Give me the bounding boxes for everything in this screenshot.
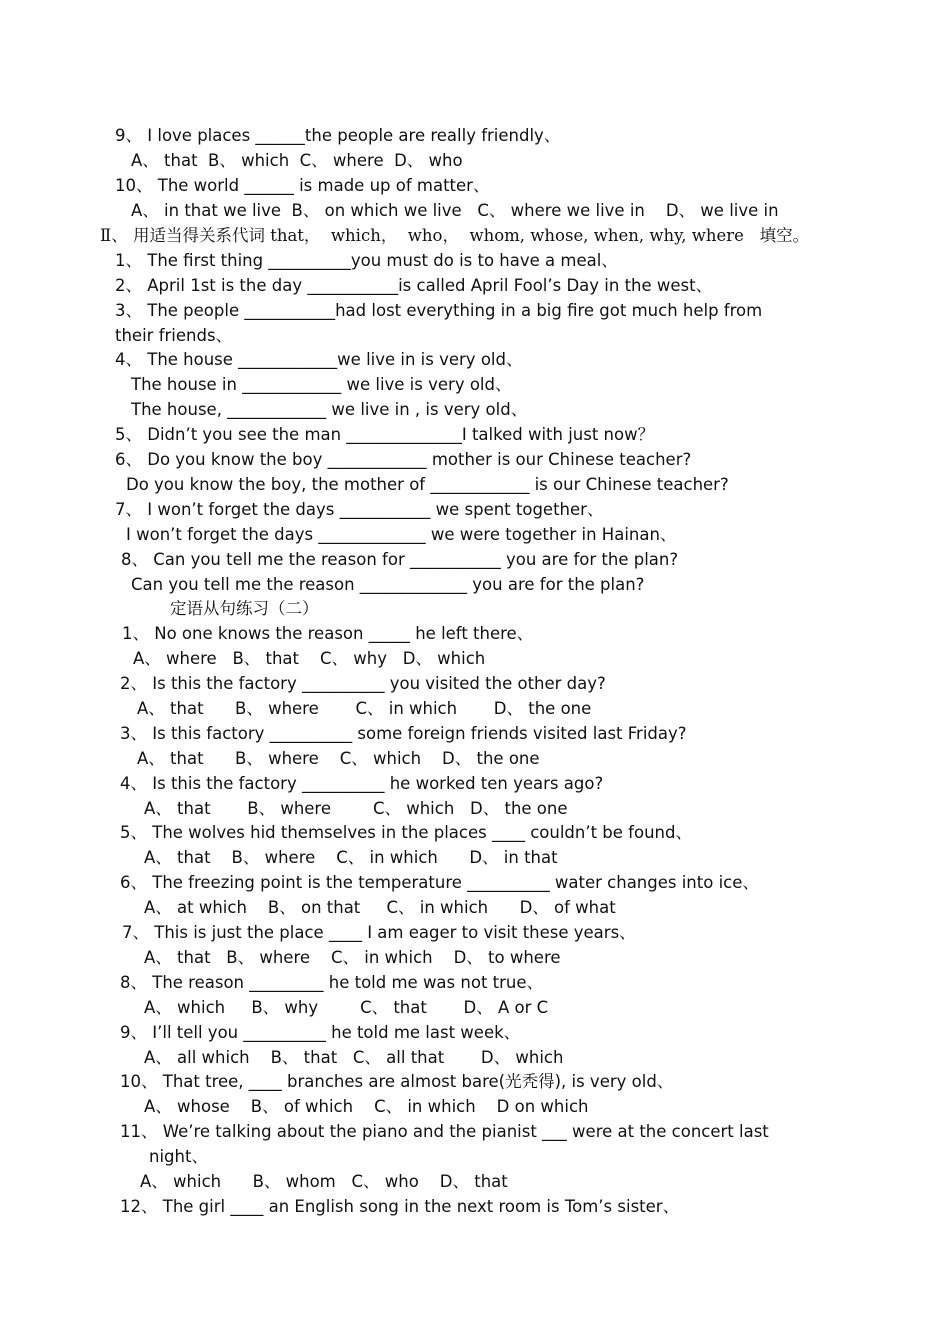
- mc-options-8: A、 which B、 why C、 that D、 A or C: [144, 998, 549, 1017]
- mc-options-7: A、 that B、 where C、 in which D、 to where: [144, 948, 561, 967]
- mc-question-12: 12、 The girl ____ an English song in the next room is Tom’s sister、: [120, 1197, 680, 1216]
- fill-item-6b: Do you know the boy, the mother of ____________ is our Chinese teacher?: [126, 475, 729, 494]
- mc-options-1: A、 where B、 that C、 why D、 which: [133, 649, 486, 668]
- mc-question-2: 2、 Is this the factory __________ you visited the other day?: [120, 674, 606, 693]
- fill-item-4b: The house in ____________ we live is very old、: [131, 375, 512, 394]
- mc-question-3: 3、 Is this factory __________ some foreign friends visited last Friday?: [120, 724, 687, 743]
- mc-options-6: A、 at which B、 on that C、 in which D、 of what: [144, 898, 616, 917]
- mc-question-5: 5、 The wolves hid themselves in the places ____ couldn’t be found、: [120, 823, 692, 842]
- fill-item-7b: I won’t forget the days _____________ we were together in Hainan、: [126, 525, 677, 544]
- mc-question-7: 7、 This is just the place ____ I am eager to visit these years、: [122, 923, 636, 942]
- fill-item-2: 2、 April 1st is the day ___________is called April Fool’s Day in the west、: [115, 276, 713, 295]
- mc-question-8: 8、 The reason _________ he told me was not true、: [120, 973, 544, 992]
- mc-question-6: 6、 The freezing point is the temperature __________ water changes into ice、: [120, 873, 759, 892]
- fill-item-1: 1、 The first thing __________you must do is to have a meal、: [115, 251, 618, 270]
- fill-item-8: 8、 Can you tell me the reason for ___________ you are for the plan?: [121, 550, 679, 569]
- question-9-text: 9、 I love places ______the people are really friendly、: [115, 126, 561, 145]
- mc-question-9: 9、 I’ll tell you __________ he told me last week、: [120, 1023, 521, 1042]
- mc-question-10: 10、 That tree, ____ branches are almost bare(光秃得), is very old、: [120, 1072, 674, 1091]
- mc-question-11: 11、 We’re talking about the piano and the pianist ___ were at the concert last: [120, 1122, 769, 1141]
- fill-item-5: 5、 Didn’t you see the man ______________I talked with just now？: [115, 425, 655, 444]
- question-10-options: A、 in that we live B、 on which we live C、 where we live in D、 we live in: [131, 201, 779, 220]
- mc-question-4: 4、 Is this the factory __________ he worked ten years ago?: [120, 774, 604, 793]
- fill-item-4: 4、 The house ____________we live in is very old、: [115, 350, 523, 369]
- fill-item-8b: Can you tell me the reason _____________ you are for the plan?: [131, 575, 645, 594]
- question-9-options: A、 that B、 which C、 where D、 who: [131, 151, 463, 170]
- mc-options-11: A、 which B、 whom C、 who D、 that: [140, 1172, 508, 1191]
- mc-options-5: A、 that B、 where C、 in which D、 in that: [144, 848, 558, 867]
- fill-item-3-cont: their friends、: [115, 326, 233, 345]
- mc-question-11-cont: night、: [149, 1147, 208, 1166]
- mc-options-9: A、 all which B、 that C、 all that D、 which: [144, 1048, 564, 1067]
- fill-item-6: 6、 Do you know the boy ____________ mother is our Chinese teacher?: [115, 450, 692, 469]
- fill-item-3: 3、 The people ___________had lost everything in a big fire got much help from: [115, 301, 763, 320]
- mc-question-1: 1、 No one knows the reason _____ he left there、: [122, 624, 534, 643]
- mc-options-4: A、 that B、 where C、 which D、 the one: [144, 799, 568, 818]
- question-10-text: 10、 The world ______ is made up of matter、: [115, 176, 490, 195]
- mc-options-10: A、 whose B、 of which C、 in which D on which: [144, 1097, 589, 1116]
- section-3-title: 定语从句练习（二）: [170, 599, 319, 618]
- fill-item-7: 7、 I won’t forget the days ___________ we spent together、: [115, 500, 604, 519]
- mc-options-3: A、 that B、 where C、 which D、 the one: [137, 749, 540, 768]
- mc-options-2: A、 that B、 where C、 in which D、 the one: [137, 699, 592, 718]
- fill-item-4c: The house, ____________ we live in , is very old、: [131, 400, 528, 419]
- section-2-heading: Ⅱ、 用适当得关系代词 that， which， who， whom, whose, when, why, where 填空。: [100, 226, 810, 245]
